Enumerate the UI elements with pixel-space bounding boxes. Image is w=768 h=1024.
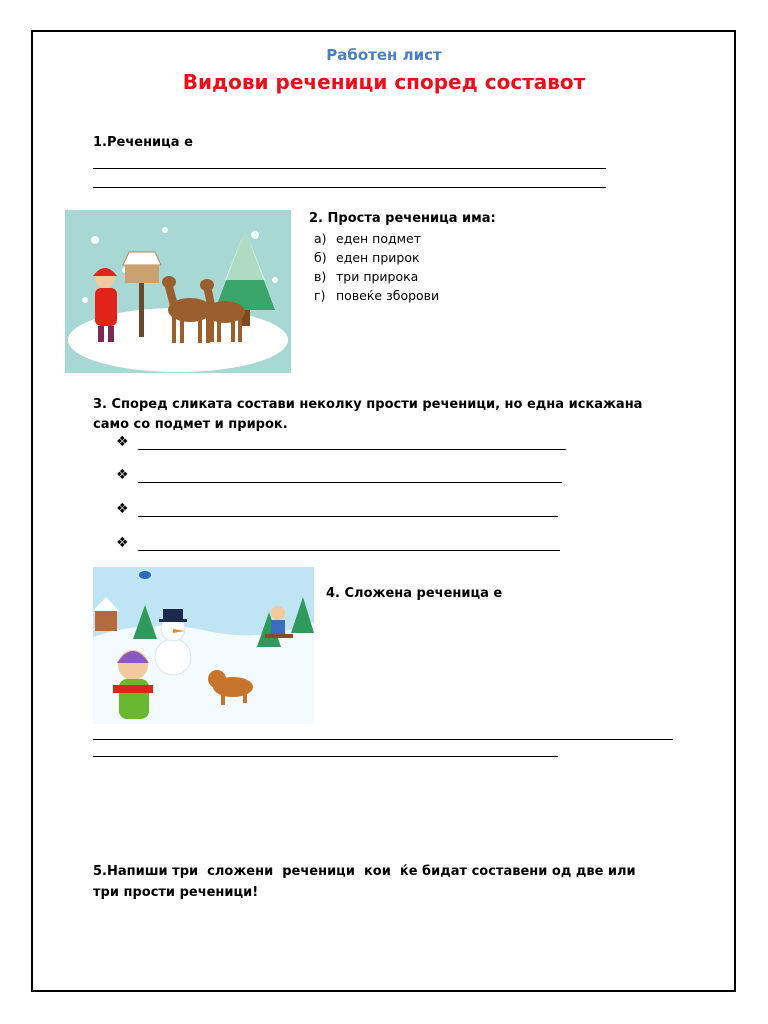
question-3-label-line-2: само со подмет и прирок. xyxy=(93,417,288,432)
answer-line[interactable] xyxy=(93,739,673,740)
answer-line[interactable] xyxy=(138,516,558,517)
question-3-label-line-1: 3. Според сликата состави неколку прости реченици, но една искажана xyxy=(93,397,643,412)
option-b[interactable]: б) еден прирок xyxy=(314,250,420,265)
page-border xyxy=(31,30,736,992)
question-2-options xyxy=(314,229,439,305)
bullet-icon: ❖ xyxy=(116,501,129,517)
answer-line[interactable] xyxy=(93,756,558,757)
option-c[interactable]: в) три прирока xyxy=(314,269,419,284)
question-4-label: 4. Сложена реченица е xyxy=(326,586,503,601)
option-a[interactable]: а) еден подмет xyxy=(314,231,422,246)
bullet-icon: ❖ xyxy=(116,535,129,551)
answer-line[interactable] xyxy=(93,168,606,169)
option-d[interactable]: г) повеќе зборови xyxy=(314,288,440,303)
question-5-label-line-1: 5.Напиши три сложени реченици кои ќе бидат составени од две или xyxy=(93,864,636,879)
question-1-label: 1.Реченица е xyxy=(93,135,193,150)
winter-feeder-illustration xyxy=(65,210,291,373)
worksheet-title: Видови реченици според составот xyxy=(182,70,586,94)
question-5-label-line-2: три прости реченици! xyxy=(93,885,259,900)
answer-line[interactable] xyxy=(138,482,562,483)
worksheet-subtitle: Работен лист xyxy=(326,46,442,64)
answer-line[interactable] xyxy=(138,550,560,551)
answer-line[interactable] xyxy=(93,187,606,188)
question-2-label: 2. Проста реченица има: xyxy=(309,211,496,226)
snowman-scene-illustration xyxy=(93,567,314,724)
bullet-icon: ❖ xyxy=(116,434,129,450)
bullet-icon: ❖ xyxy=(116,467,129,483)
answer-line[interactable] xyxy=(138,449,566,450)
